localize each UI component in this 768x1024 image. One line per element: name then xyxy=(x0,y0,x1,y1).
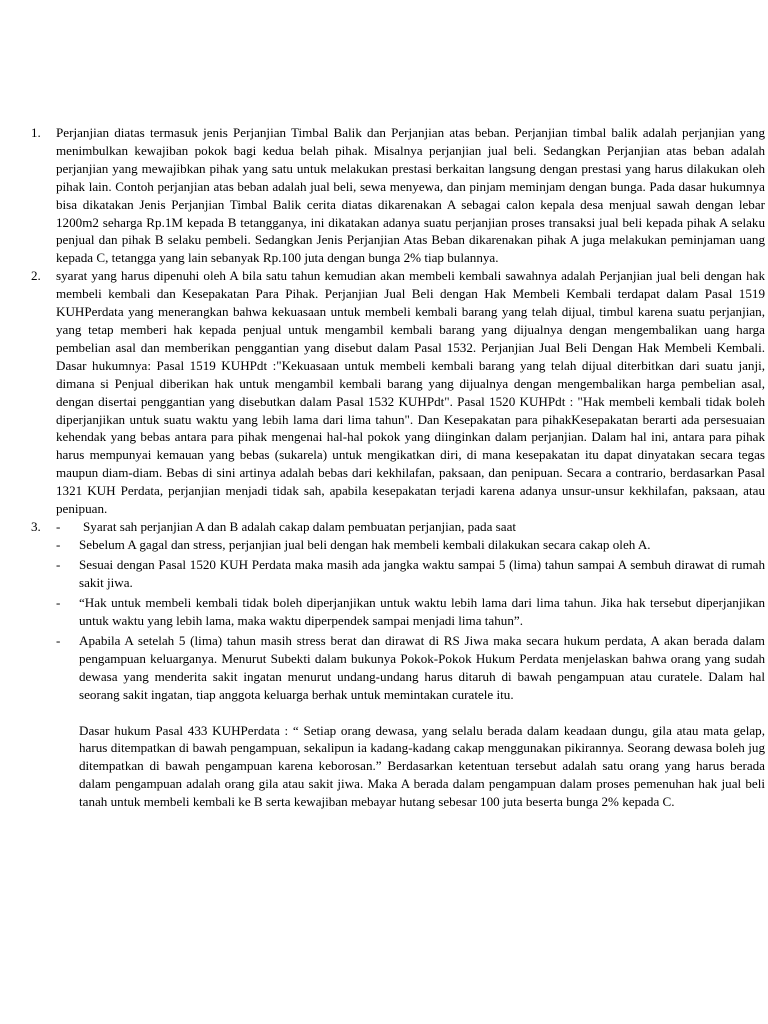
item-text: Perjanjian diatas termasuk jenis Perjanjian Timbal Balik dan Perjanjian atas beban. Perjanjian timbal balik adalah perjanjian yang menimbulkan kewajiban pokok bagi kedua belah pihak. Misalnya perjanjian jual beli. Sedangkan Perjanjian atas beban adalah perjanjian yang mewajibkan pihak yang satu untuk melakukan prestasi berkaitan langsung dengan prestasi yang harus dilakukan oleh pihak lain. Contoh perjanjian atas beban adalah jual beli, sewa menyewa, dan pinjam meminjam dengan bunga. Pada dasar hukumnya bisa dikatakan Jenis Perjanjian Timbal Balik cerita diatas dikarenakan A sebagai calon kepala desa menjual sawah dengan lebar 1200m2 seharga Rp.1M kepada B tetangganya, ini dikatakan adanya suatu perjanjian proses transaksi jual beli kepada pihak A selaku penjual dan pihak B selaku pembeli. Sedangkan Jenis Perjanjian Atas Beban dikarenakan pihak A juga melakukan peminjaman uang kepada C, tetangga yang lain sebanyak Rp.100 juta dengan bunga 2% tiap bulannya. xyxy=(56,125,765,266)
sub-list xyxy=(31,536,765,811)
dash-bullet: - xyxy=(56,536,61,552)
sub-item-text: Apabila A setelah 5 (lima) tahun masih stress berat dan dirawat di RS Jiwa maka secara hukum perdata, A akan berada dalam pengampuan keluarganya. Menurut Subekti dalam bukunya Pokok-Pokok Hukum Perdata menjelaskan bahwa orang yang sudah dewasa yang menderita sakit ingatan menurut undang-undang harus ditaruh di bawah pengampuan atau curatele. Dalam hal seorang sakit ingatan, tiap anggota keluarga berhak untuk memintakan curatele itu. xyxy=(79,632,765,702)
item-number: 3. xyxy=(31,518,41,534)
sub-item-text: Sebelum A gagal dan stress, perjanjian jual beli dengan hak membeli kembali dilakukan secara cakap oleh A. xyxy=(79,536,651,552)
dash-bullet: - xyxy=(56,556,61,572)
list-item-1 xyxy=(31,124,765,267)
sub-item-1 xyxy=(56,536,765,554)
item-number: 1. xyxy=(31,125,41,140)
list-item-3 xyxy=(31,518,765,536)
numbered-list xyxy=(31,124,765,811)
sub-item-text: Sesuai dengan Pasal 1520 KUH Perdata maka masih ada jangka waktu sampai 5 (lima) tahun sampai A sembuh dirawat di rumah sakit jiwa. xyxy=(79,556,765,590)
dash-bullet: - xyxy=(56,632,61,648)
sub-item-2 xyxy=(56,556,765,592)
item-lead-line xyxy=(56,518,765,536)
item-number: 2. xyxy=(31,268,41,284)
item-text: syarat yang harus dipenuhi oleh A bila satu tahun kemudian akan membeli kembali sawahnya adalah Perjanjian jual beli dengan hak membeli kembali dan Kesepakatan Para Pihak. Perjanjian Jual Beli dengan Hak Membeli Kembali terdapat dalam Pasal 1519 KUHPerdata yang menerangkan bahwa kekuasaan untuk membeli kembali barang yang telah dijual, timbul karena suatu perjanjian, yang tetap memberi hak kepada penjual untuk mengambil kembali barang yang dijualnya dengan mengembalikan uang harga pembelian asal dan memberikan penggantian yang disebut dalam Pasal 1532. Perjanjian Jual Beli Dengan Hak Membeli Kembali. Dasar hukumnya: Pasal 1519 KUHPdt :"Kekuasaan untuk membeli kembali barang yang telah dijual diterbitkan dari suatu janji, dimana si Penjual diberikan hak untuk mengambil kembali barang yang dijualnya dengan mengembalikan harga pembelian asal, dengan disertai penggantian yang disebutkan dalam Pasal 1532 KUHPdt". Pasal 1520 KUHPdt : "Hak membeli kembali tidak boleh diperjanjikan untuk suatu waktu yang lebih lama dari lima tahun". Dan Kesepakatan para pihakKesepakatan berarti ada persesuaian kehendak yang bebas antara para pihak mengenai hal-hal pokok yang diinginkan dalam perjanjian. Dalam hal ini, antara para pihak harus mempunyai kemauan yang bebas (sukarela) untuk mengikatkan diri, di mana kesepakatan itu dapat dinyatakan secara tegas maupun diam-diam. Bebas di sini artinya adalah bebas dari kekhilafan, paksaan, dan penipuan. Secara a contrario, berdasarkan Pasal 1321 KUH Perdata, perjanjian menjadi tidak sah, apabila kesepakatan terjadi karena adanya unsur-unsur kekhilafan, paksaan, atau penipuan. xyxy=(56,268,765,517)
sub-item-4 xyxy=(56,632,765,704)
sub-item-text: “Hak untuk membeli kembali tidak boleh diperjanjikan untuk waktu lebih lama dari lima tahun. Jika hak tersebut diperjanjikan untuk waktu yang lebih lama, maka waktu diperpendek sampai menjadi lima tahun”. xyxy=(79,594,765,628)
legal-basis-paragraph: Dasar hukum Pasal 433 KUHPerdata : “ Setiap orang dewasa, yang selalu berada dalam keadaan dungu, gila atau mata gelap, harus ditempatkan di bawah pengampuan, sekalipun ia kadang-kadang cakap menggunakan pikirannya. Seorang dewasa boleh jug ditempatkan di bawah pengampuan karena keborosan.” Berdasarkan ketentuan tersebut adalah satu orang yang harus berada dalam pengampuan adalah orang gila atau sakit jiwa. Maka A berada dalam pengampuan dalam proses pemenuhan hak jual beli tanah untuk membeli kembali ke B serta kewajiban mebayar hutang sebesar 100 juta beserta bunga 2% kepada C. xyxy=(79,722,765,810)
dash-bullet: - xyxy=(56,518,61,534)
sub-item-3 xyxy=(56,594,765,630)
item-lead-text: Syarat sah perjanjian A dan B adalah cakap dalam pembuatan perjanjian, pada saat xyxy=(83,518,517,534)
list-item-2 xyxy=(31,267,765,518)
dash-bullet: - xyxy=(56,594,61,610)
